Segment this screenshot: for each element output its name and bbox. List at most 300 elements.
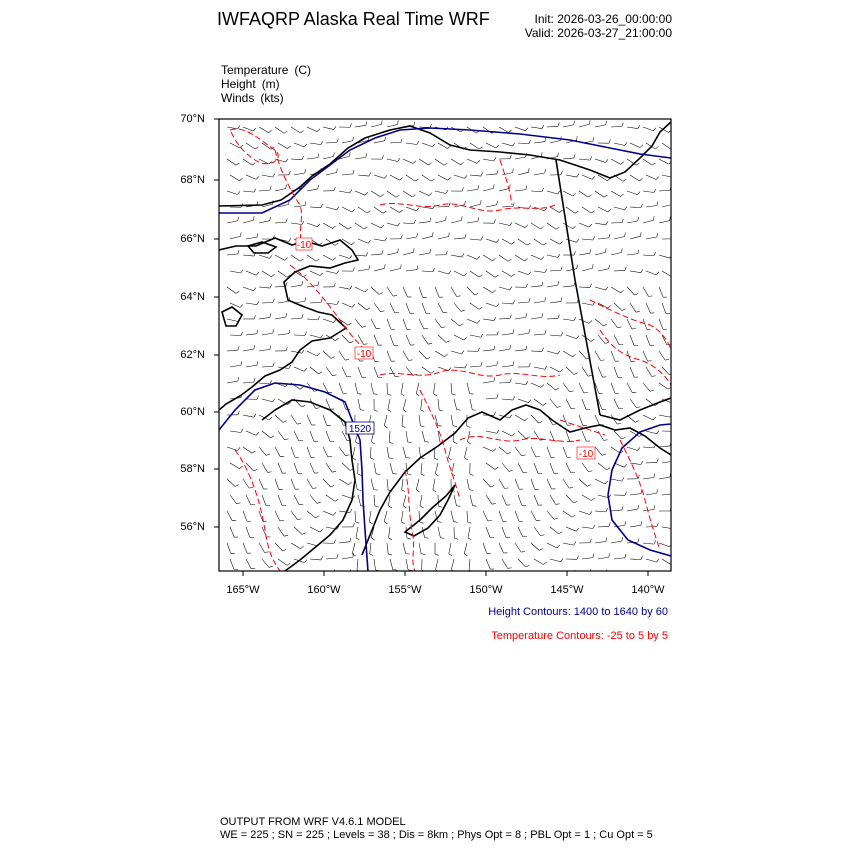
wind-barb — [518, 168, 529, 175]
wind-barb — [534, 239, 546, 245]
wind-barb — [611, 159, 624, 164]
wind-barb — [246, 271, 259, 275]
wind-barb — [227, 511, 236, 521]
wind-barb — [419, 159, 432, 165]
wind-barb — [550, 495, 560, 504]
wind-barb — [598, 463, 610, 470]
wind-barb — [630, 367, 638, 377]
wind-barb — [563, 479, 573, 488]
wind-barb — [678, 200, 689, 207]
wind-barb — [294, 332, 307, 336]
wind-barb — [470, 271, 482, 277]
wind-barb — [454, 399, 461, 410]
wind-barb — [294, 202, 306, 207]
temperature-contour — [235, 450, 280, 571]
alaska-peninsula — [362, 405, 671, 555]
wind-barb — [310, 527, 323, 532]
wind-barb — [451, 187, 464, 191]
wind-barb — [499, 255, 511, 261]
wind-barb — [448, 447, 451, 460]
wind-barb — [307, 479, 317, 488]
wind-barb — [595, 191, 607, 197]
wind-barb — [390, 463, 397, 474]
wind-barb — [374, 399, 378, 411]
contour-label-text: -10 — [578, 449, 594, 460]
wind-barb — [643, 319, 651, 329]
wind-barb — [389, 431, 393, 444]
wind-barb — [422, 175, 434, 181]
wind-barb — [659, 414, 672, 417]
wind-barb — [291, 511, 301, 520]
wind-barb — [390, 335, 398, 345]
wind-barb — [467, 319, 480, 323]
wind-barb — [422, 559, 426, 572]
wind-barb — [291, 479, 299, 489]
wind-barb — [630, 335, 638, 345]
wind-barb — [518, 298, 530, 303]
wind-barb — [470, 463, 474, 476]
wind-barb — [259, 380, 272, 384]
wind-barb — [243, 315, 255, 319]
contour-label-text: -10 — [296, 240, 312, 251]
wind-barb — [515, 575, 527, 581]
wind-barb — [357, 559, 361, 572]
wind-barb — [291, 281, 303, 287]
wind-barb — [502, 330, 514, 335]
wind-barb — [499, 155, 511, 159]
wind-barb — [675, 474, 687, 479]
contour-label-temp-right — [577, 447, 595, 460]
wind-barb — [401, 511, 404, 524]
wind-barb — [646, 303, 654, 313]
wind-barb — [531, 447, 540, 457]
wind-barb — [579, 191, 591, 197]
wind-barb — [243, 159, 255, 165]
lat-label: 62°N — [180, 349, 205, 361]
wind-barb — [598, 207, 611, 212]
wind-barb — [227, 287, 239, 293]
wind-barb — [486, 495, 496, 504]
wind-barb — [310, 431, 318, 441]
wind-barb — [230, 527, 238, 537]
wind-barb — [310, 495, 321, 503]
wind-barb — [339, 569, 351, 575]
wind-barb — [371, 250, 383, 255]
wind-barb — [402, 415, 406, 428]
wind-barb — [531, 575, 544, 578]
wind-barb — [307, 223, 320, 227]
wind-barb — [531, 348, 544, 352]
wind-barb — [246, 527, 254, 537]
wind-barb — [614, 492, 627, 496]
wind-barb — [675, 441, 687, 447]
wind-barb — [614, 335, 623, 345]
wind-barb — [227, 159, 239, 165]
wind-barb — [275, 447, 284, 457]
wind-barb — [390, 175, 403, 180]
wind-barb — [291, 314, 303, 319]
wind-barb — [675, 575, 685, 584]
wind-barb — [659, 319, 667, 329]
wind-barb — [451, 559, 454, 572]
wind-barb — [435, 319, 445, 328]
wind-barb — [468, 527, 471, 540]
wind-barb — [579, 539, 591, 543]
wind-barb — [515, 511, 523, 521]
wind-barb — [646, 271, 659, 275]
wind-barb — [326, 169, 337, 175]
wind-barb — [534, 169, 546, 175]
wind-barb — [435, 190, 448, 193]
wind-barb — [465, 447, 468, 460]
wind-barb — [358, 172, 371, 176]
wind-barb — [355, 121, 367, 127]
wind-barb — [627, 505, 639, 511]
wind-barb — [582, 554, 594, 559]
wind-barb — [310, 141, 323, 144]
wind-barb — [388, 399, 391, 412]
wind-barb — [433, 383, 436, 396]
wind-barb — [388, 495, 391, 508]
wind-barb — [611, 383, 619, 393]
wind-barb — [531, 125, 544, 128]
wind-barb — [342, 267, 355, 271]
wind-barb — [499, 345, 511, 351]
wind-barb — [563, 282, 575, 287]
wind-barb — [595, 415, 604, 425]
wind-barb — [438, 202, 450, 207]
wind-barb — [563, 223, 576, 229]
wind-barb — [582, 495, 595, 501]
wind-barb — [230, 361, 242, 367]
wind-barb — [595, 248, 606, 255]
wind-barb — [470, 495, 477, 506]
wind-barb — [406, 431, 412, 443]
wind-barb — [451, 216, 462, 223]
wind-barb — [438, 367, 451, 371]
contour-label-temp-top — [296, 238, 312, 251]
wind-barb — [230, 270, 243, 273]
wind-barb — [422, 143, 435, 147]
wind-barb — [662, 457, 674, 463]
wind-barb — [339, 124, 352, 128]
wind-barb — [243, 511, 251, 521]
wind-barb — [243, 216, 254, 223]
wind-barb — [614, 367, 622, 377]
wind-barb — [291, 447, 299, 457]
wind-barb — [275, 479, 283, 489]
wind-barb — [323, 223, 336, 228]
wind-barb — [342, 523, 354, 527]
wind-barb — [243, 479, 253, 488]
bristol-bay-coast — [262, 400, 355, 571]
wind-barb — [339, 538, 351, 543]
wind-barb — [243, 287, 256, 291]
wind-barb — [294, 367, 307, 371]
wind-barb — [486, 331, 498, 335]
wind-barb — [675, 510, 688, 513]
wind-barb — [662, 271, 675, 277]
wind-barb — [550, 298, 562, 303]
wind-barb — [614, 233, 625, 239]
wind-barb — [374, 264, 385, 271]
wind-barb — [342, 137, 353, 143]
wind-barb — [275, 575, 288, 579]
wind-barb — [483, 511, 492, 521]
wind-barb — [355, 223, 367, 229]
longitude-labels — [0, 584, 850, 600]
wind-barb — [326, 399, 334, 409]
wind-barb — [566, 265, 577, 271]
se-panhandle — [600, 398, 671, 420]
wind-barb — [470, 334, 483, 337]
wind-barb — [582, 463, 592, 472]
wind-barb — [259, 127, 272, 133]
wind-barb — [531, 255, 544, 260]
wind-barb — [262, 299, 274, 303]
wind-barb — [451, 383, 456, 395]
wind-barb — [563, 251, 575, 255]
wind-barb — [294, 463, 302, 473]
wind-barb — [390, 235, 402, 239]
wind-barb — [449, 543, 452, 556]
wind-barb — [454, 234, 466, 239]
wind-barb — [579, 249, 591, 255]
wind-barb — [262, 559, 273, 567]
wind-barb — [662, 490, 674, 495]
wind-barb — [243, 447, 255, 453]
wind-barb — [502, 463, 513, 471]
wind-barb — [582, 264, 593, 271]
wind-barb — [438, 175, 451, 180]
wind-barb — [374, 238, 387, 241]
wind-barb — [646, 202, 658, 207]
wind-barb — [598, 303, 611, 308]
lat-label: 68°N — [180, 174, 205, 186]
wind-barb — [435, 159, 447, 165]
wind-barb — [518, 431, 530, 439]
wind-barb — [307, 316, 320, 320]
wind-barb — [595, 537, 607, 543]
wind-barb — [323, 126, 336, 129]
wind-barb — [595, 508, 608, 512]
wind-barb — [384, 511, 387, 524]
wind-barb — [390, 367, 399, 377]
wind-barb — [646, 367, 656, 376]
wind-barb — [534, 269, 547, 273]
nunivak-island — [222, 307, 242, 326]
wind-barb — [659, 217, 670, 223]
wind-barb — [419, 249, 431, 255]
wind-barb — [502, 271, 515, 276]
wind-barb — [230, 332, 243, 336]
wind-barb — [611, 287, 624, 293]
wind-barb — [262, 329, 274, 335]
wind-barb — [678, 367, 691, 373]
wind-barb — [675, 543, 687, 549]
wind-barb — [518, 495, 526, 505]
wind-barb — [451, 159, 464, 165]
wind-barb — [387, 120, 398, 127]
wind-barb — [675, 127, 687, 133]
wind-barb — [438, 335, 450, 342]
wind-barb — [259, 479, 267, 489]
wind-barb — [294, 527, 306, 534]
wind-barb — [227, 543, 235, 553]
wind-barb — [643, 415, 656, 420]
wind-barb — [515, 479, 523, 489]
wind-barb — [646, 335, 654, 345]
wind-barb — [643, 252, 656, 256]
wind-barb — [646, 175, 659, 180]
lon-label: 140°W — [631, 584, 665, 596]
wind-barb — [374, 367, 382, 377]
wind-barb — [659, 186, 671, 191]
wind-barb — [246, 495, 255, 505]
wind-barb — [467, 159, 480, 163]
plot-title: IWFAQRP Alaska Real Time WRF — [217, 9, 490, 29]
wind-barb — [483, 255, 496, 261]
wind-barb — [547, 281, 559, 287]
wind-barb — [262, 431, 274, 438]
wind-barb — [483, 158, 496, 161]
wind-barb — [438, 271, 451, 274]
wind-barb — [454, 364, 467, 368]
wind-barb — [499, 511, 507, 521]
wind-barb — [291, 255, 303, 261]
temperature-contour — [405, 470, 415, 571]
wind-barb — [595, 222, 608, 225]
model-info-line: OUTPUT FROM WRF V4.6.1 MODEL — [220, 816, 406, 828]
wind-barb — [531, 188, 544, 192]
wind-barb — [326, 463, 336, 472]
wind-barb — [310, 367, 322, 374]
wind-barb — [454, 271, 467, 276]
map-frame — [219, 119, 671, 571]
wind-barb — [326, 270, 339, 273]
wind-barb — [323, 511, 336, 515]
wind-barb — [275, 185, 286, 191]
wind-barb — [579, 569, 591, 575]
wind-barb — [403, 319, 411, 329]
wind-barb — [675, 287, 683, 297]
wind-barb — [595, 570, 607, 575]
wind-barb — [678, 335, 688, 344]
field-name: Temperature — [221, 63, 289, 77]
wind-barb — [390, 303, 399, 313]
wind-barb — [387, 287, 397, 296]
wind-barb — [307, 185, 319, 191]
wind-barb — [355, 287, 368, 292]
wind-barb — [550, 399, 561, 407]
wind-barb — [630, 269, 643, 272]
wind-barb — [486, 394, 498, 399]
wind-barb — [678, 492, 691, 496]
wind-barb — [422, 268, 435, 272]
wind-barb — [678, 271, 690, 277]
wind-barb — [403, 543, 410, 554]
wind-barb — [611, 537, 623, 543]
wind-barb — [262, 271, 275, 277]
wind-barb — [294, 297, 306, 303]
wind-barb — [598, 265, 609, 271]
wind-barb — [630, 521, 642, 527]
wind-barb — [419, 287, 427, 297]
wind-barb — [422, 335, 432, 344]
wind-barb — [582, 367, 592, 376]
wind-barb — [339, 509, 352, 512]
wind-barb — [259, 447, 270, 455]
wind-barb — [595, 319, 607, 326]
wind-barb — [259, 159, 272, 164]
wind-barb — [454, 175, 467, 178]
wind-barb — [470, 399, 476, 410]
wind-barb — [352, 543, 355, 556]
wind-barb — [486, 303, 499, 307]
wind-barb — [566, 527, 579, 531]
wind-barb — [566, 174, 579, 177]
wind-barb — [531, 282, 543, 287]
wind-barb — [486, 527, 494, 537]
wind-barb — [422, 303, 430, 313]
wind-barb — [275, 313, 287, 319]
wind-barb — [326, 139, 338, 143]
wind-barb — [467, 511, 471, 523]
wind-barb — [547, 572, 560, 576]
wind-barb — [387, 223, 400, 226]
wind-barb — [339, 190, 352, 193]
wind-barb — [230, 429, 243, 432]
wind-barb — [534, 527, 544, 536]
wind-barb — [227, 250, 239, 255]
wind-barb — [515, 415, 528, 421]
wind-barb — [243, 127, 256, 131]
wind-barb — [433, 479, 436, 492]
wind-barb — [483, 447, 496, 451]
wind-barb — [611, 191, 624, 196]
wind-barb — [675, 319, 684, 329]
wind-barb — [515, 223, 528, 228]
wind-barb — [486, 361, 498, 367]
wind-barb — [662, 174, 675, 177]
wind-barb — [595, 287, 608, 290]
field-unit: (C) — [294, 63, 312, 77]
wind-barb — [515, 346, 527, 351]
wind-barb — [563, 191, 576, 196]
wind-barb — [678, 171, 690, 175]
wind-barb — [230, 559, 238, 569]
wind-barb — [371, 383, 377, 394]
field-name: Winds — [221, 91, 255, 105]
wind-barb — [259, 314, 271, 319]
wind-barb — [294, 495, 303, 505]
wind-barb — [499, 379, 511, 383]
wind-barb — [387, 447, 393, 459]
wind-barb — [467, 287, 478, 295]
wind-barb — [323, 569, 335, 575]
wind-barb — [406, 303, 414, 313]
wind-barb — [630, 399, 640, 408]
axis-ticks — [214, 119, 648, 576]
wind-barb — [230, 232, 241, 239]
wind-barb — [534, 399, 546, 405]
wind-barb — [420, 495, 423, 508]
wind-barb — [582, 207, 594, 213]
wind-barb — [388, 527, 391, 540]
wind-barb — [502, 396, 515, 400]
wind-barb — [307, 415, 315, 425]
wind-barb — [291, 573, 304, 576]
